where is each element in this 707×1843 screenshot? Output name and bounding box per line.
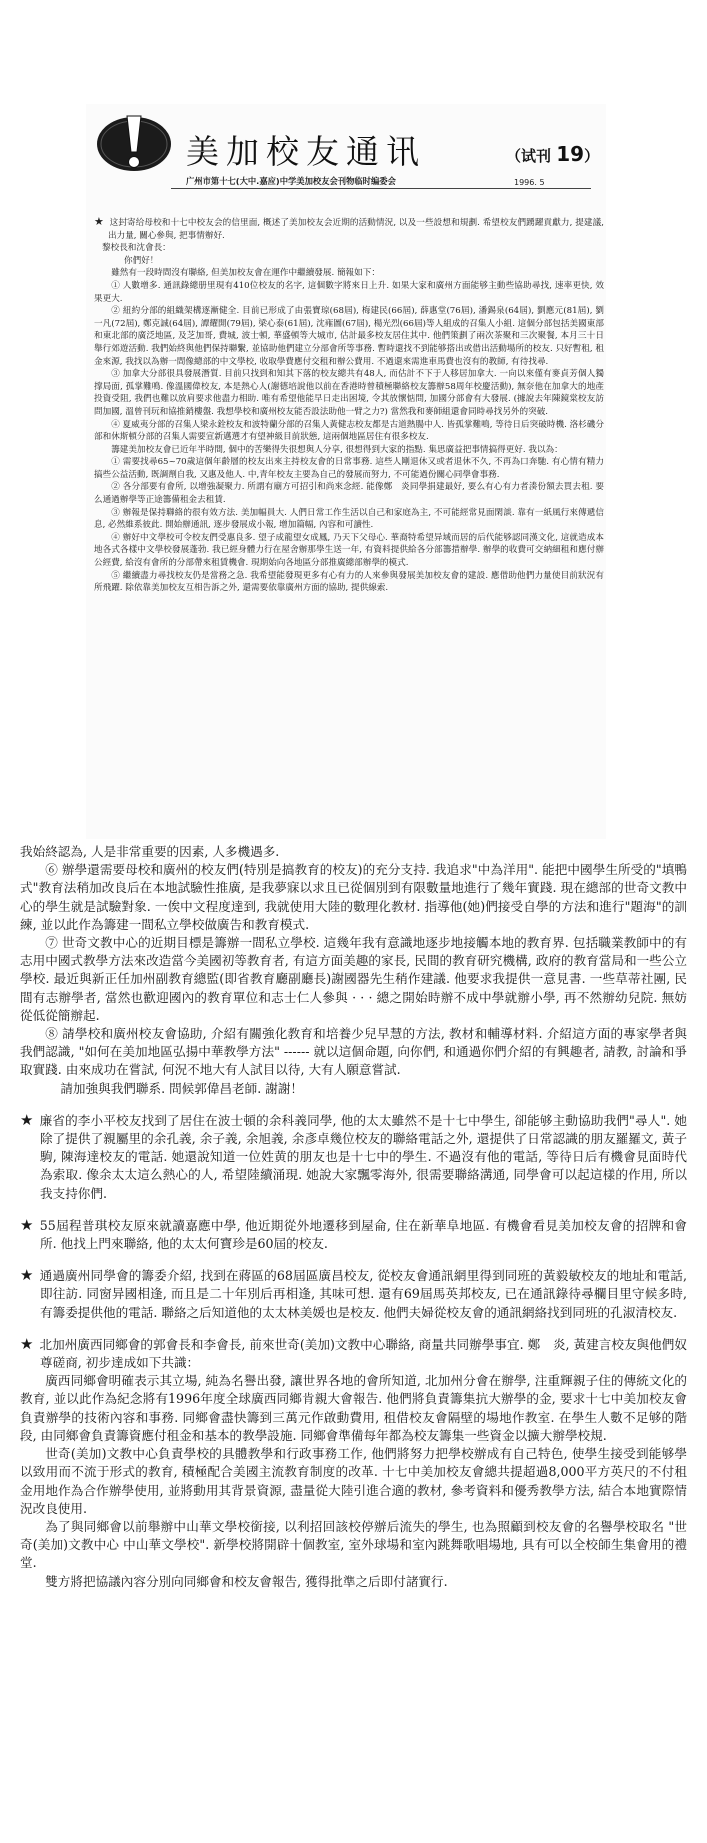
star-bullet-icon: ★ (94, 215, 104, 228)
issue-label: （试刊 19） (506, 142, 600, 166)
star-bullet-icon: ★ (20, 1215, 34, 1234)
paragraph: ⑦ 世奇文教中心的近期目標是籌辦一間私立學校. 這幾年我有意識地逐步地接觸本地的教育界. 包括職業教師中的有志用中國式教學方法來改造當今美國初等教育者, 有這方面美趣的家長, 民間的教育研究機構, 政府的教育當局和一些公立學校. 最近與新正任加州副教育總監(即省教育廳副廳長)謝國器先生稍作建議. 他要求我提供一意見書. 一些草蒂社團, 民間有志辦學者, 當然也歡迎國內的教育單位和志士仁人參與 · · · 總之開始時辦不成中學就辦小學, 再不然辦幼兒院. 無妨從低從簡辦起. (20, 935, 687, 1023)
paragraph: 為了與同鄉會以前舉辦中山華文學校銜接, 以利招回該校停辦后流失的學生, 也為照顧到校友會的名譽學校取名 "世奇(美加)文教中心 中山華文學校". 新學校將開辟十個教室, 室外球場和室內跳舞歌唱場地, 具有可以全校師生集會用的禮堂. (20, 1518, 687, 1571)
upper-sheet (86, 104, 606, 839)
star-bullet-icon: ★ (20, 1110, 34, 1129)
closing-line: 請加強與我們聯系. 問候郭偉昌老師. 謝謝！ (60, 1080, 304, 1096)
salutation: 黎校長和沈會長： (102, 243, 171, 254)
star-bullet-icon: ★ (20, 1266, 34, 1285)
paragraph: ⑥ 辦學還需要母校和廣州的校友們(特別是搞教育的校友)的充分支持. 我追求"中為洋用". 能把中國學生所受的"填鴨式"教育法稍加改良后在本地試驗性推廣, 是我夢寐以求且已從個別到有限數量地進行了幾年實踐. 現在總部的世奇文教中心的學生就是試驗對象. 一俟中文程度達到, 我就使用大陸的數理化教材. 指導他(她)們接受自學的方法和進行"題海"的訓練, 並以此作為籌建一間私立學校做廣告和教育模式. (20, 862, 687, 932)
continuation-section (20, 843, 687, 1591)
issue-suffix: ） (584, 147, 600, 165)
publisher-line: 广州市第十七(大中.嘉应)中学美加校友会刊物临时编委会 (186, 176, 396, 186)
news-item: ★ 北加州廣西同鄉會的郭會長和李會長, 前來世奇(美加)文教中心聯絡, 商量共同辦學事宜. 鄭 炎, 黃建言校友與他們奴尊磋商, 初步達成如下共識： (20, 1334, 688, 1371)
issue-date: 1996. 5 (514, 178, 545, 187)
news-item: ★ 55屆程普琪校友原來就讀嘉應中學, 他近期從外地遷移到屋侖, 住在新華阜地區. 有機會看見美加校友會的招牌和會所. 他找上門來聯絡, 他的太太何寶珍是60屆的校友. (20, 1215, 688, 1252)
masthead (86, 104, 606, 204)
news-item: ★ 廉省的李小平校友找到了居住在波士頓的余科義同學, 他的太太雖然不是十七中學生, 卻能够主動協助我們"尋人". 她除了提供了親屬里的余孔義, 余子義, 余旭義, 余彥卓幾位校友的聯絡電話之外, 還提供了日常認識的朋友羅羅文, 黃子駒, 陳海達校友的電話. 她還說知道一位姓黄的朋友也是十七中的學生. 不過沒有他的電話, 等待日后有機會見面時代為索取. 像余太太這么熱心的人, 希望陸續涌現. 她說大家飄零海外, 很需要聯絡溝通, 同學會可以起這樣的作用, 所以我支持你們. (20, 1110, 687, 1201)
paragraph: 我始終認為, 人是非常重要的因素, 人多機遇多. (20, 844, 280, 859)
paragraph: ⑤ 繼續盡力尋找校友仍是當務之急. 我希望能發現更多有心有力的人來參與發展美加校友會的建設. 應借助他們力量使目前狀況有所飛躍. 除依靠美加校友互相告訴之外, 還需要依靠廣州方面的協助, 提供線索. (94, 570, 604, 594)
paragraph: 廣西同鄉會明確表示其立場, 純為名譽出發, 讓世界各地的會所知道, 北加州分會在辦學, 注重輝親子住的傳統文化的教育, 並以此作為紀念將有1996年度全球廣西同鄉肯親大會報告. 他們將負責籌集抗大辦學的金, 要求十七中美加校友會負責辦學的技術內容和事務. 同鄉會盡快籌到三萬元作啟動費用, 租借校友會隔壁的場地作教室. 在學生人數不足够的階段, 由同鄉會負責籌資應付租金和基本的教學設施. 同鄉會準備每年都為校友籌集一些資金以擴大辦學校規. (20, 1373, 687, 1443)
paragraph: 世奇(美加)文教中心負責學校的具體教學和行政事務工作, 他們將努力把學校辦成有自己特色, 使學生接受到能够學以致用而不流于形式的教育, 積極配合美國主流教育制度的改革. 十七中美加校友會總共提超過8,000平方英尺的不付租金用地作為合作辦學使用, 並將動用其背景資源, 盡量從大陸引進合適的教材, 參考資料和優秀教學方法, 結合本地實際情況改良使用. (20, 1446, 687, 1516)
paragraph: ③ 辦報是保持聯絡的很有效方法. 美加幅員大. 人們日常工作生活以自己和家庭為主, 不可能經常見面閑談. 靠有一紙風行來傳遞信息, 必然維系彼此. 開始辦通訊, 逐步發展成小報, 增加篇幅, 內容和可讀性. (94, 507, 604, 531)
paragraph: ① 人數增多. 通訊錄總册里現有410位校友的名字, 這個數字將來日上升. 如果大家和廣州方面能够主動些協助尋找, 速率更快, 效果更大. (94, 280, 604, 304)
greeting: 你們好！ (124, 255, 159, 266)
exclamation-logo-icon (96, 112, 172, 176)
paragraph: ⑧ 請學校和廣州校友會協助, 介紹有關強化教育和培養少兒早慧的方法, 教材和輔導材料. 介紹這方面的專家學者與我們認識, "如何在美加地區弘揚中華教學方法" ------ 就以這個命題, 向你們, 和通過你們介紹的有興趣者, 請教, 討論和爭取實踐. 由來成功在嘗試, 何況不地大有人試目以待, 大有人願意嘗試. (20, 1026, 687, 1078)
paragraph: 雖然有一段時間沒有聯絡, 但美加校友會在運作中繼續發展. 簡報如下： (111, 268, 380, 279)
issue-number: 19 (556, 142, 585, 166)
news-item: ★ 通過廣州同學會的籌委介紹, 找到在蔣區的68屆區廣昌校友, 從校友會通訊網里得到同班的黃毅敏校友的地址和電話, 即往訪. 同窗异國相逢, 而且是二十年別后再相逢, 其味可想. 還有69屆馬英邦校友, 已在通訊錄待尋欄目里守候多時, 有籌委提供他的電話. 聯絡之后知道他的太太林美媛也是校友. 他們夫婦從校友會的通訊網絡找到同班的孔淑清校友. (20, 1266, 688, 1320)
paragraph: ④ 辦好中文學校可令校友們受惠良多. 望子成龍望女成鳳, 乃天下父母心. 華裔特希望异域而居的后代能够認同漢文化, 這就造成本地各式各樣中文學校發展蓬勃. 我已經身體力行在屋舍辦那學生送一年, 有資料提供給各分部籌措辦學. 辦學的收費可交納細租和應付辦公經費, 給沒有會所的分部帶來租賃機會. 現期始向各地區分部推廣總部辦學的模式. (94, 532, 604, 569)
letter-body (94, 216, 604, 595)
paragraph: ① 需要找尋65~70歲這個年齡層的校友出來主持校友會的日常事務. 這些人剛退休又或者退休不久, 不再為口奔馳. 有心情有精力搞些公益活動, 既調劑自我, 又惠及他人. 中,青年校友主要為自己的發展而努力, 不可能過份關心同學會事務. (94, 457, 604, 480)
paragraph: ② 紐約分部的組織架構逐漸健全. 目前已形成了由張寶琼(68屆), 梅建民(66屆), 薛惠堂(76屆), 潘錫泉(64屆), 劉應元(81屆), 劉一凡(72屆), 鄭克誠(64屆), 譚耀開(79屆), 梁心泰(61屆), 沈雍圖(67屆), 楊光烈(66屆)等人組成的召集人小組. 這個分部包括美國東部和東北部的廣泛地區, 及芝加哥, 費城, 波士頓, 華盛頓等大城市, 估計最多校友居住其中. 他們策劃了兩次茶聚和三次聚餐, 本月三十日舉行郊遊活動. 我們始終與他們保持聯繫, 並協助他們建立分部會所等事務. 暫時還找不到能够搭出或借出活動場所的校友. 只好暫租, 租金來源, 我找以為辦一間像總部的中文學校, 收取學費應付交租和辦公費用. 不過還來需進車馬費也沒有的教師, 有待找尋. (94, 306, 604, 367)
paragraph: 籌建美加校友會已近年半時間, 個中的苦樂得失很想與人分享, 很想得到大家的指點. 集思廣益把事情搞得更好. 我以為： (111, 444, 563, 455)
paragraph: ③ 加拿大分部很具發展潛質. 目前只找到和知其下落的校友總共有48人, 而估計不下于人移居加拿大. 一向以來僅有麥貞芳個人獨撑局面, 孤掌難鳴. 像溫國偉校友, 本是熱心人(謝德培說他以前在香港時曾積極聯絡校友籌辦58周年校慶活動), 無奈他在加拿大的地產投資受阻, 我們也難以放肩要求他盡力相助. 唯有希望他能早日走出困境, 令其放懷惦問, 加國分部會有大發展. (據說去年陳鏡棠校友訪問加國, 溫曾刊玩和協推銷樓盤. 我想學校和廣州校友能否設法助他一臂之力?) 當然我和麥師組還會同時尋找另外的突破. (94, 369, 604, 417)
masthead-rule (171, 188, 591, 189)
masthead-title: 美加校友通讯 (186, 132, 426, 171)
paragraph: 雙方將把協議內容分別向同鄉會和校友會報告, 獲得批準之后即付諸實行. (45, 1573, 448, 1589)
intro-paragraph: ★ 这封寄给母校和十七中校友会的信里面, 概述了美加校友会近期的活動情況, 以及一些設想和規劃. 希望校友們踴躍貢獻力, 提建議, 出力量, 關心參與, 把事情辦好. (94, 215, 604, 241)
star-bullet-icon: ★ (20, 1334, 34, 1353)
issue-prefix: 试刊 (521, 147, 552, 165)
paragraph: ② 各分部要有會所, 以增強凝聚力. 所謂有廟方可招引和尚來念經. 能像鄭 炎同學捐建最好, 要么有心有力者湊份額去買去租. 要么通過辦學等正途籌備租金去租賃. (94, 482, 604, 506)
paragraph: ④ 夏威夷分部的召集人梁永銓校友和波特蘭分部的召集人黃健志校友都是古道熱腸中人. 皆孤掌難鳴, 等待日后突破時機. 洛杉磯分部和休斯頓分部的召集人需要宣新邁選才有望神級目前狀態, 這兩個地區居住有很多校友. (94, 419, 604, 443)
